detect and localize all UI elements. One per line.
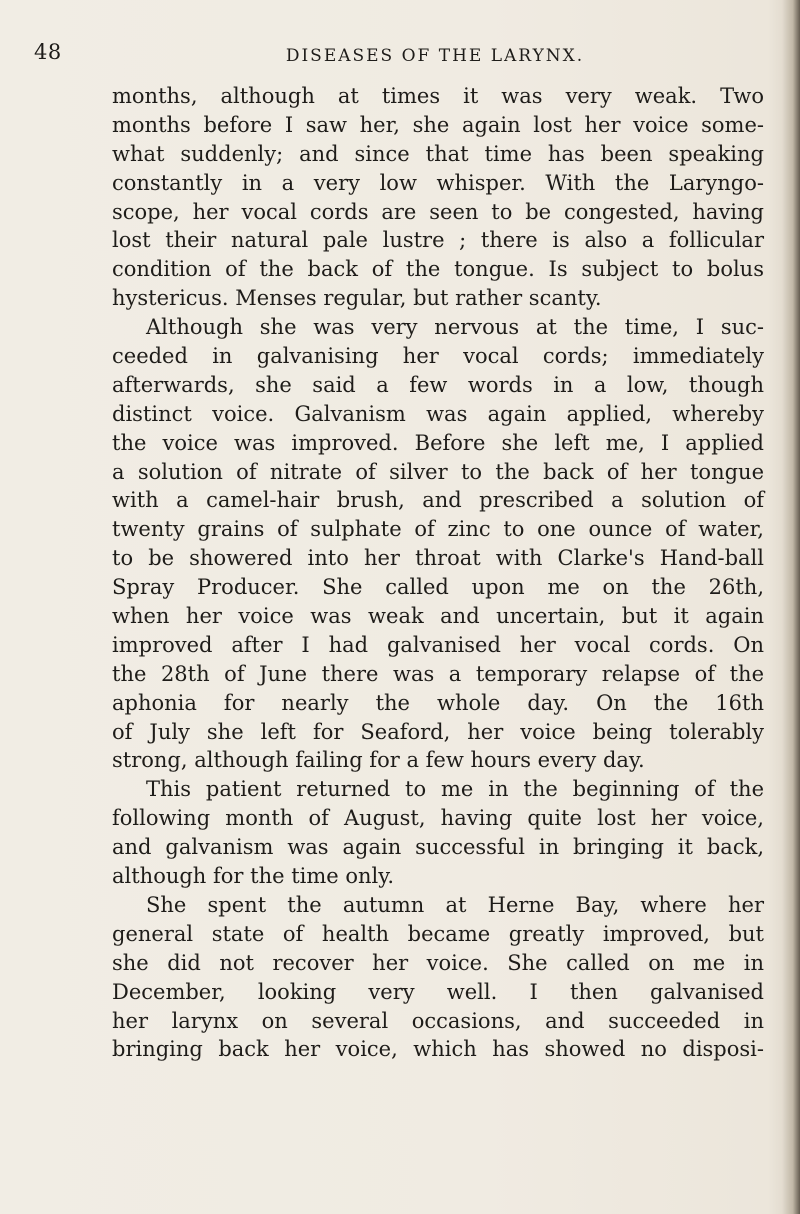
text-line: of July she left for Seaford, her voice being tolerably xyxy=(112,719,764,744)
text-line: when her voice was weak and uncertain, but it again xyxy=(112,604,764,629)
text-line: the voice was improved. Before she left me, I applied xyxy=(112,430,764,455)
page-number: 48 xyxy=(34,40,62,64)
text-line: the 28th of June there was a temporary relapse of the xyxy=(112,661,764,686)
body-text xyxy=(112,82,764,1064)
text-line: her larynx on several occasions, and succeeded in xyxy=(112,1008,764,1033)
text-line: Spray Producer. She called upon me on the 26th, xyxy=(112,575,764,600)
text-line: strong, although failing for a few hours every day. xyxy=(112,748,645,773)
text-line: lost their natural pale lustre ; there is also a follicular xyxy=(112,228,764,253)
text-line: constantly in a very low whisper. With the Laryngo- xyxy=(112,170,764,195)
text-line: she did not recover her voice. She called on me in xyxy=(112,950,764,975)
text-line: scope, her vocal cords are seen to be congested, having xyxy=(112,199,764,224)
text-line: months, although at times it was very weak. Two xyxy=(112,84,764,108)
text-line: She spent the autumn at Herne Bay, where her xyxy=(146,892,764,917)
running-head: DISEASES OF THE LARYNX. xyxy=(285,46,585,66)
text-line: twenty grains of sulphate of zinc to one ounce of water, xyxy=(112,517,764,542)
text-line: what suddenly; and since that time has been speaking xyxy=(112,141,764,166)
text-line: distinct voice. Galvanism was again applied, whereby xyxy=(112,401,764,426)
text-line: although for the time only. xyxy=(112,864,395,889)
text-line: to be showered into her throat with Clarke's Hand-ball xyxy=(112,546,764,571)
text-line: a solution of nitrate of silver to the back of her tongue xyxy=(112,459,764,484)
text-line: Although she was very nervous at the time, I suc- xyxy=(146,315,764,340)
text-line: months before I saw her, she again lost her voice some- xyxy=(112,112,764,137)
page-edge-shadow xyxy=(782,0,800,1214)
text-line: ceeded in galvanising her vocal cords; immediately xyxy=(112,344,764,369)
text-line: aphonia for nearly the whole day. On the 16th xyxy=(112,690,764,715)
text-line: with a camel-hair brush, and prescribed a solution of xyxy=(112,488,764,513)
text-line: improved after I had galvanised her vocal cords. On xyxy=(112,632,764,657)
text-line: hystericus. Menses regular, but rather scanty. xyxy=(112,286,602,311)
text-line: December, looking very well. I then galvanised xyxy=(112,979,764,1004)
text-line: following month of August, having quite lost her voice, xyxy=(112,806,764,831)
text-line: general state of health became greatly improved, but xyxy=(112,921,764,946)
text-line: afterwards, she said a few words in a low, though xyxy=(112,372,764,397)
text-line: and galvanism was again successful in bringing it back, xyxy=(112,835,764,860)
text-line: condition of the back of the tongue. Is subject to bolus xyxy=(112,257,764,282)
text-line: bringing back her voice, which has showed no disposi- xyxy=(112,1037,764,1062)
text-line: This patient returned to me in the beginning of the xyxy=(146,777,764,802)
